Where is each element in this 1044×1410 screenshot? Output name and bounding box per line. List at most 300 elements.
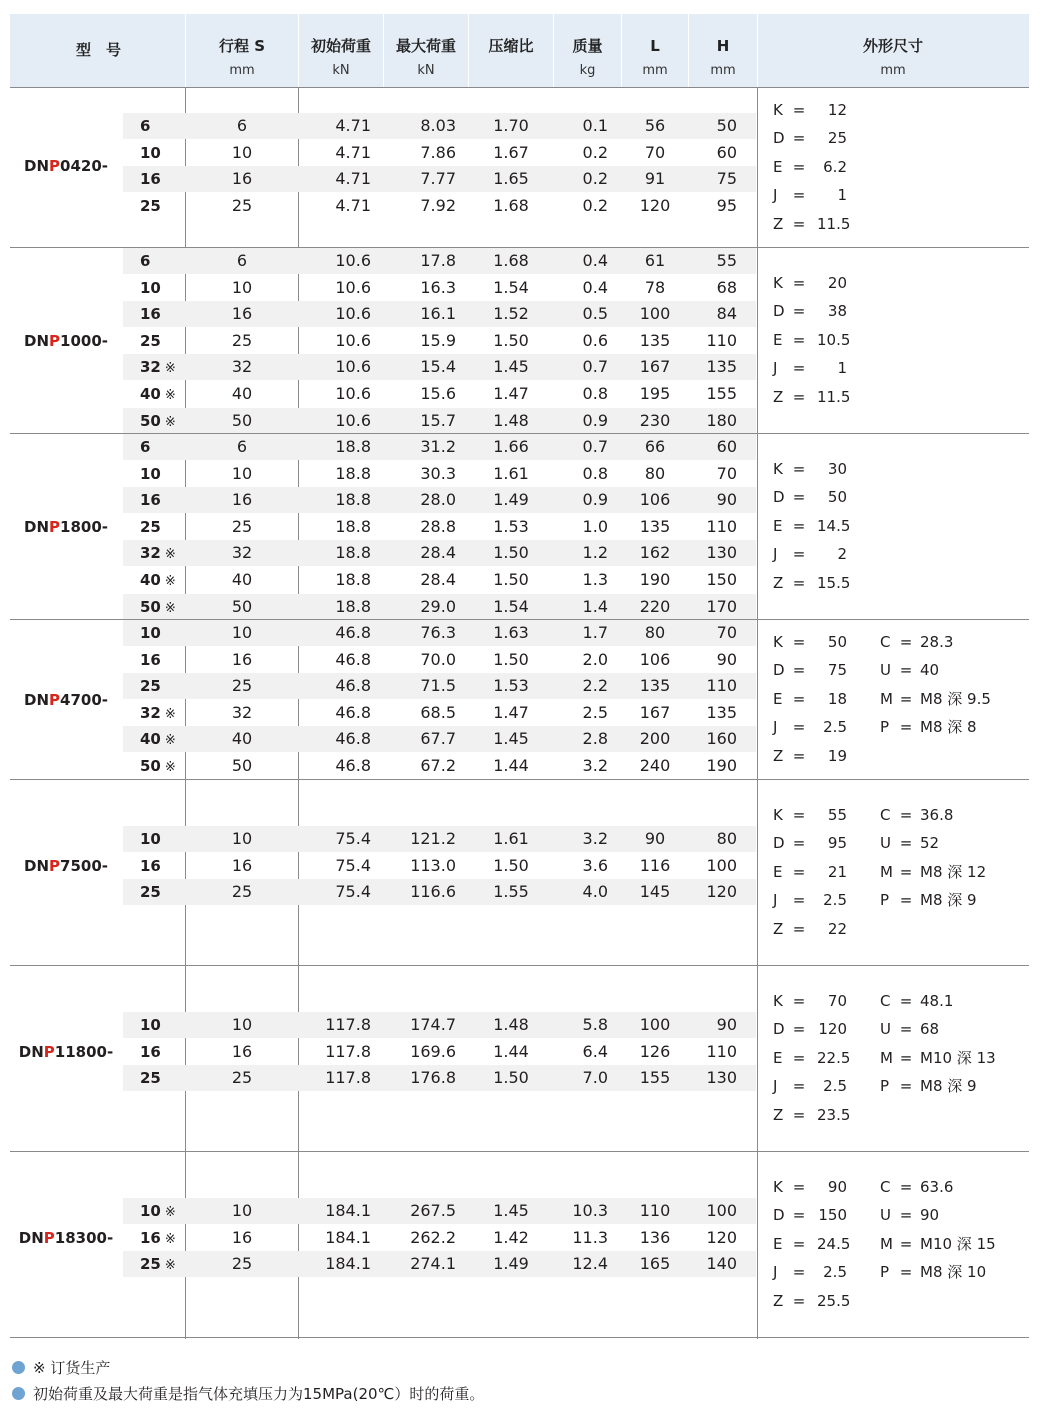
max-load-value: 176.8 (410, 1068, 456, 1088)
header-L: L (650, 37, 660, 55)
mass-value: 12.4 (572, 1254, 608, 1274)
dim-value: 25.5 (817, 1291, 851, 1310)
L-value: 190 (639, 570, 671, 589)
L-value: 80 (644, 463, 666, 483)
ratio-value: 1.52 (493, 304, 529, 324)
header-H: H (716, 37, 730, 55)
dim-key: Z (773, 573, 784, 592)
variant-number: 6 (140, 252, 151, 270)
ratio-value: 1.70 (493, 116, 529, 135)
H-value: 190 (706, 756, 737, 775)
initial-load-value: 4.71 (335, 169, 371, 189)
L-value: 135 (639, 676, 671, 696)
max-load-value: 30.3 (420, 463, 456, 483)
ratio-value: 1.48 (493, 410, 529, 430)
H-value: 90 (716, 1015, 737, 1034)
dim-key: M (880, 689, 893, 708)
ratio-value: 1.49 (493, 490, 529, 510)
dim-equals: = (899, 991, 913, 1010)
mass-value: 0.6 (582, 330, 608, 350)
dim-equals: = (792, 330, 806, 349)
group-separator (10, 779, 1029, 780)
dim-value: 2.5 (823, 718, 847, 737)
dim-equals: = (792, 459, 806, 478)
dim-value: 19 (827, 746, 847, 765)
initial-load-value: 117.8 (325, 1015, 371, 1034)
dim-value: 11.5 (817, 387, 851, 406)
stroke-value: 10 (231, 142, 253, 162)
dim-equals: = (899, 1206, 913, 1225)
dim-key: K (773, 991, 783, 1010)
dim-value: 38 (827, 302, 847, 321)
H-value: 90 (716, 490, 737, 510)
dim-key: E (773, 689, 783, 708)
model-number: 1800- (60, 518, 108, 537)
L-value: 167 (639, 702, 671, 722)
dim-value: 2 (837, 545, 847, 564)
dim-value: 1 (837, 186, 847, 205)
dim-equals: = (792, 1263, 806, 1282)
mass-value: 0.8 (582, 384, 608, 403)
max-load-value: 76.3 (420, 623, 456, 642)
dim-equals: = (792, 214, 806, 233)
header-mass: 质量 (572, 37, 603, 55)
variant-number: 25 (140, 196, 161, 215)
mass-value: 6.4 (582, 1041, 608, 1061)
dim-equals: = (899, 805, 913, 824)
H-value: 140 (706, 1254, 737, 1274)
dim-key: C (880, 991, 891, 1010)
unit-L: mm (642, 63, 668, 78)
variant-number: 6 (140, 438, 151, 456)
dim-equals: = (792, 186, 806, 205)
initial-load-value: 10.6 (335, 357, 371, 377)
bullet-dot-icon (12, 1387, 25, 1400)
variant-number: 25 (140, 331, 161, 350)
variant-number: 16 (140, 305, 161, 324)
initial-load-value: 4.71 (335, 195, 371, 215)
ratio-value: 1.53 (493, 676, 529, 696)
table-border-top (10, 87, 1029, 88)
mass-value: 0.9 (582, 490, 608, 510)
L-value: 90 (644, 829, 666, 848)
header-stroke: 行程 S (218, 37, 266, 55)
model-name (12, 1225, 120, 1251)
max-load-value: 15.9 (420, 330, 456, 350)
dim-value: M8 深 12 (920, 862, 987, 881)
dim-value: 28.3 (920, 632, 954, 651)
initial-load-value: 18.8 (335, 570, 371, 589)
max-load-value: 274.1 (410, 1254, 456, 1274)
dim-equals: = (792, 1234, 806, 1253)
model-number: 4700- (60, 690, 108, 709)
dim-key: D (773, 488, 785, 507)
dim-value: 48.1 (920, 991, 954, 1010)
mass-value: 3.2 (582, 829, 608, 848)
dim-value: 11.5 (817, 214, 851, 233)
dim-key: Z (773, 746, 784, 765)
H-value: 95 (716, 195, 737, 215)
H-value: 120 (706, 882, 737, 902)
initial-load-value: 18.8 (335, 543, 371, 563)
model-number: 11800- (54, 1042, 114, 1061)
mass-value: 5.8 (582, 1015, 608, 1034)
dim-equals: = (899, 661, 913, 680)
initial-load-value: 10.6 (335, 304, 371, 324)
dim-equals: = (899, 891, 913, 910)
stroke-value: 10 (231, 463, 253, 483)
initial-load-value: 18.8 (335, 490, 371, 510)
dim-value: 1 (837, 359, 847, 378)
max-load-value: 15.6 (420, 384, 456, 403)
L-value: 135 (639, 516, 671, 536)
dim-key: J (773, 1077, 778, 1096)
L-value: 100 (639, 1015, 671, 1034)
mass-value: 0.7 (582, 357, 608, 377)
ratio-value: 1.66 (493, 437, 529, 456)
dim-key: K (773, 273, 783, 292)
ratio-value: 1.53 (493, 516, 529, 536)
stroke-value: 10 (231, 1201, 253, 1220)
ratio-value: 1.63 (493, 623, 529, 642)
stroke-value: 25 (231, 1068, 253, 1088)
dim-value: 15.5 (817, 573, 851, 592)
ratio-value: 1.61 (493, 463, 529, 483)
dim-equals: = (792, 1291, 806, 1310)
dim-value: M8 深 9.5 (920, 689, 991, 708)
H-value: 110 (706, 676, 737, 696)
initial-load-value: 75.4 (335, 855, 371, 875)
mass-value: 0.7 (582, 437, 608, 456)
L-value: 61 (644, 251, 666, 270)
dim-equals: = (792, 129, 806, 148)
variant-number: 50 (140, 757, 161, 775)
mass-value: 2.8 (582, 729, 608, 749)
dim-key: Z (773, 919, 784, 938)
variant-number: 32 (140, 358, 161, 377)
stroke-value: 25 (231, 516, 253, 536)
variant-number: 25 (140, 1069, 161, 1088)
L-value: 240 (639, 756, 671, 775)
unit-stroke: mm (229, 63, 255, 78)
H-value: 135 (706, 702, 737, 722)
mass-value: 1.2 (582, 543, 608, 563)
variant-number: 16 (140, 1228, 161, 1247)
dim-equals: = (792, 516, 806, 535)
dim-key: D (773, 302, 785, 321)
dim-value: 68 (920, 1020, 940, 1039)
L-value: 220 (639, 596, 671, 616)
max-load-value: 16.1 (420, 304, 456, 324)
ratio-value: 1.48 (493, 1015, 529, 1034)
dim-value: 20 (827, 273, 847, 292)
group-separator (10, 965, 1029, 966)
initial-load-value: 4.71 (335, 142, 371, 162)
dim-key: C (880, 805, 891, 824)
mass-value: 1.4 (582, 596, 608, 616)
L-value: 135 (639, 330, 671, 350)
variant-number: 10 (140, 1016, 161, 1034)
dim-value: 2.5 (823, 1077, 847, 1096)
header-max-load: 最大荷重 (395, 37, 456, 55)
stroke-value: 10 (231, 1015, 253, 1034)
H-value: 100 (706, 855, 737, 875)
L-value: 91 (644, 169, 666, 189)
model-number: 7500- (60, 856, 108, 875)
dim-key: E (773, 1048, 783, 1067)
dim-value: 70 (827, 991, 847, 1010)
dim-key: K (773, 100, 783, 119)
H-value: 60 (716, 437, 737, 456)
initial-load-value: 117.8 (325, 1041, 371, 1061)
made-to-order-mark: ※ (164, 388, 176, 403)
model-name (12, 687, 120, 713)
initial-load-value: 117.8 (325, 1068, 371, 1088)
dim-value: 150 (818, 1206, 847, 1225)
dim-value: 12 (827, 100, 847, 119)
variant-number: 16 (140, 1042, 161, 1061)
ratio-value: 1.42 (493, 1227, 529, 1247)
dim-key: M (880, 862, 893, 881)
H-value: 170 (706, 596, 737, 616)
note-load-definition (12, 1383, 484, 1405)
model-name (12, 328, 120, 354)
model-letter: P (49, 518, 61, 537)
model-prefix: DN (24, 157, 50, 176)
dim-equals: = (899, 862, 913, 881)
initial-load-value: 184.1 (325, 1201, 371, 1220)
model-prefix: DN (18, 1228, 44, 1247)
dim-equals: = (899, 1177, 913, 1196)
dim-equals: = (899, 718, 913, 737)
model-prefix: DN (24, 332, 50, 351)
max-load-value: 29.0 (420, 596, 456, 616)
dim-value: 25 (827, 129, 847, 148)
L-value: 70 (644, 142, 666, 162)
model-prefix: DN (18, 1042, 44, 1061)
dim-key: K (773, 805, 783, 824)
made-to-order-mark: ※ (164, 361, 176, 377)
dim-key: E (773, 516, 783, 535)
initial-load-value: 18.8 (335, 516, 371, 536)
ratio-value: 1.68 (493, 195, 529, 215)
dim-equals: = (899, 1048, 913, 1067)
L-value: 162 (639, 543, 671, 563)
dim-value: 22 (827, 919, 847, 938)
dim-equals: = (899, 689, 913, 708)
H-value: 120 (706, 1227, 737, 1247)
dim-value: 55 (827, 805, 847, 824)
max-load-value: 7.92 (420, 195, 456, 215)
stroke-value: 16 (231, 304, 253, 324)
variant-number: 40 (140, 385, 161, 403)
dim-key: J (773, 718, 778, 737)
mass-value: 0.2 (582, 169, 608, 189)
ratio-value: 1.47 (493, 702, 529, 722)
dim-equals: = (792, 718, 806, 737)
stroke-value: 16 (231, 490, 253, 510)
bullet-dot-icon (12, 1361, 25, 1374)
made-to-order-mark: ※ (164, 760, 176, 775)
dim-key: K (773, 459, 783, 478)
stroke-value: 50 (231, 596, 253, 616)
H-value: 55 (716, 251, 737, 270)
dim-value: M8 深 9 (920, 891, 977, 910)
dim-value: M10 深 13 (920, 1048, 996, 1067)
dim-value: M10 深 15 (920, 1234, 996, 1253)
dim-key: M (880, 1234, 893, 1253)
model-letter: P (49, 690, 61, 709)
stroke-value: 50 (231, 756, 253, 775)
ratio-value: 1.50 (493, 1068, 529, 1088)
H-value: 130 (706, 543, 737, 563)
dim-key: Z (773, 387, 784, 406)
H-value: 68 (716, 277, 737, 297)
H-value: 160 (706, 729, 737, 749)
dim-key: D (773, 834, 785, 853)
dim-equals: = (792, 1206, 806, 1225)
variant-number: 10 (140, 624, 161, 642)
stroke-value: 32 (231, 543, 253, 563)
ratio-value: 1.45 (493, 1201, 529, 1220)
model-prefix: DN (24, 856, 50, 875)
dim-equals: = (792, 1048, 806, 1067)
model-letter: P (43, 1228, 55, 1247)
mass-value: 11.3 (572, 1227, 608, 1247)
dim-value: M8 深 10 (920, 1263, 987, 1282)
variant-number: 10 (140, 1202, 161, 1220)
L-value: 230 (639, 410, 671, 430)
stroke-value: 25 (231, 1254, 253, 1274)
dim-value: 90 (827, 1177, 847, 1196)
max-load-value: 169.6 (410, 1041, 456, 1061)
unit-mass: kg (579, 63, 596, 78)
max-load-value: 174.7 (410, 1015, 456, 1034)
variant-number: 25 (140, 517, 161, 536)
variant-number: 10 (140, 143, 161, 162)
variant-number: 40 (140, 730, 161, 749)
max-load-value: 17.8 (420, 251, 456, 270)
max-load-value: 7.86 (420, 142, 456, 162)
dim-value: 22.5 (817, 1048, 851, 1067)
L-value: 155 (639, 1068, 671, 1088)
dim-value: 18 (827, 689, 847, 708)
max-load-value: 28.8 (420, 516, 456, 536)
model-prefix: DN (24, 518, 50, 537)
ratio-value: 1.50 (493, 330, 529, 350)
max-load-value: 116.6 (410, 882, 456, 902)
ratio-value: 1.54 (493, 277, 529, 297)
stroke-value: 16 (231, 1227, 253, 1247)
model-name (12, 1039, 120, 1065)
made-to-order-mark: ※ (164, 733, 176, 749)
initial-load-value: 184.1 (325, 1254, 371, 1274)
dim-equals: = (792, 1177, 806, 1196)
ratio-value: 1.50 (493, 543, 529, 563)
made-to-order-mark: ※ (164, 706, 176, 722)
ratio-value: 1.50 (493, 855, 529, 875)
dim-equals: = (792, 661, 806, 680)
model-number: 18300- (54, 1228, 114, 1247)
H-value: 180 (706, 410, 737, 430)
H-value: 60 (716, 142, 737, 162)
initial-load-value: 10.6 (335, 410, 371, 430)
initial-load-value: 10.6 (335, 277, 371, 297)
variant-number: 25 (140, 883, 161, 902)
stroke-value: 6 (236, 251, 248, 270)
L-value: 56 (644, 116, 666, 135)
dim-key: D (773, 129, 785, 148)
dim-key: D (773, 1020, 785, 1039)
mass-value: 1.3 (582, 570, 608, 589)
dim-key: U (880, 661, 891, 680)
L-value: 167 (639, 357, 671, 377)
variant-number: 6 (140, 117, 151, 135)
H-value: 130 (706, 1068, 737, 1088)
dim-equals: = (899, 1020, 913, 1039)
mass-value: 0.2 (582, 195, 608, 215)
dim-value: 90 (920, 1206, 940, 1225)
H-value: 84 (716, 304, 737, 324)
dim-equals: = (792, 891, 806, 910)
max-load-value: 113.0 (410, 855, 456, 875)
ratio-value: 1.55 (493, 882, 529, 902)
model-letter: P (43, 1042, 55, 1061)
stroke-value: 40 (231, 729, 253, 749)
H-value: 100 (706, 1201, 737, 1220)
header-model: 型 号 (75, 41, 121, 59)
variant-number: 16 (140, 170, 161, 189)
dim-value: 50 (827, 488, 847, 507)
stroke-value: 32 (231, 702, 253, 722)
dim-key: Z (773, 214, 784, 233)
H-value: 110 (706, 1041, 737, 1061)
H-value: 50 (716, 116, 737, 135)
dim-equals: = (899, 1263, 913, 1282)
model-letter: P (49, 332, 61, 351)
dim-value: 75 (827, 661, 847, 680)
dim-value: 21 (827, 862, 847, 881)
dim-value: 120 (818, 1020, 847, 1039)
mass-value: 0.8 (582, 463, 608, 483)
header-compression-ratio: 压缩比 (488, 37, 534, 55)
stroke-value: 16 (231, 169, 253, 189)
dim-key: M (880, 1048, 893, 1067)
dim-equals: = (792, 359, 806, 378)
stroke-value: 10 (231, 829, 253, 848)
mass-value: 2.5 (582, 702, 608, 722)
max-load-value: 15.4 (420, 357, 456, 377)
dim-value: 52 (920, 834, 940, 853)
model-number: 0420- (60, 157, 108, 176)
max-load-value: 28.4 (420, 543, 456, 563)
dim-equals: = (899, 1077, 913, 1096)
dim-value: 23.5 (817, 1105, 851, 1124)
variant-number: 32 (140, 544, 161, 563)
initial-load-value: 4.71 (335, 116, 371, 135)
stroke-value: 16 (231, 649, 253, 669)
dim-value: 36.8 (920, 805, 954, 824)
L-value: 66 (644, 437, 666, 456)
ratio-value: 1.44 (493, 1041, 529, 1061)
ratio-value: 1.54 (493, 596, 529, 616)
initial-load-value: 18.8 (335, 463, 371, 483)
dim-value: M8 深 8 (920, 718, 977, 737)
mass-value: 10.3 (572, 1201, 608, 1220)
initial-load-value: 18.8 (335, 437, 371, 456)
note-text: ※ 订货生产 (33, 1359, 111, 1377)
L-value: 165 (639, 1254, 671, 1274)
